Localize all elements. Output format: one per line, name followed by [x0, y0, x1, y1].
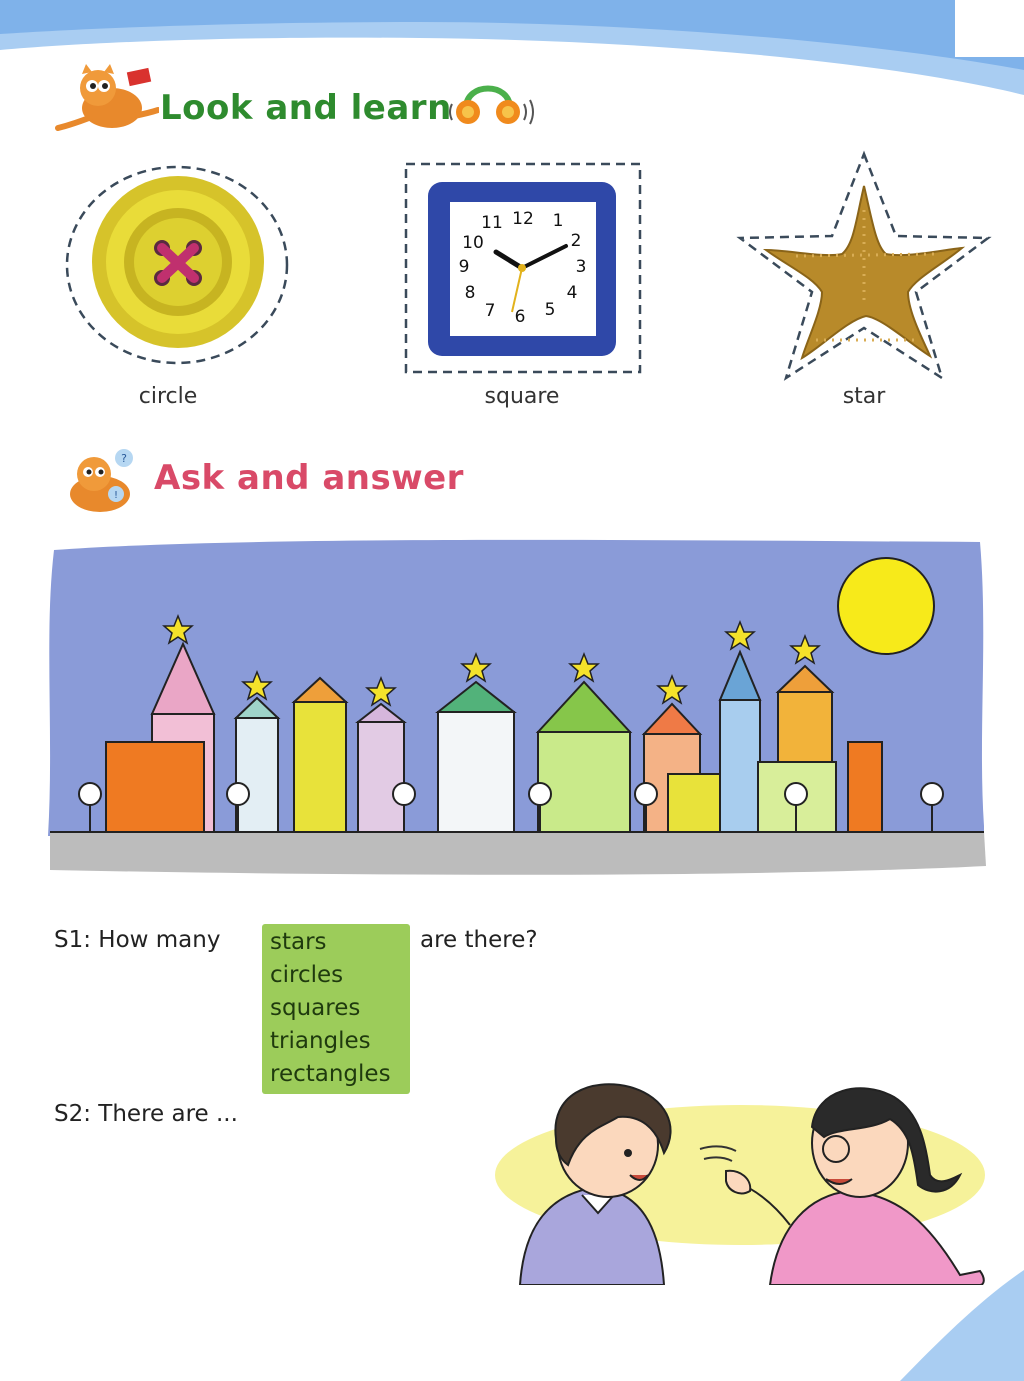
clock-number-9: 9 — [458, 257, 470, 277]
svg-text:?: ? — [121, 452, 127, 465]
word-option: squares — [270, 995, 361, 1021]
word-option: triangles — [270, 1028, 371, 1054]
clock-number-2: 2 — [570, 231, 582, 251]
moon-icon — [838, 558, 934, 654]
shape-label-circle: circle — [138, 384, 198, 409]
clock-number-7: 7 — [484, 301, 496, 321]
section-title-ask-and-answer: Ask and answer — [154, 458, 464, 498]
clock-number-10: 10 — [462, 233, 484, 253]
section-title-look-and-learn: Look and learn — [160, 88, 452, 128]
word-options-box — [262, 924, 410, 1094]
button-circle-icon — [62, 162, 292, 368]
bottom-wave-decoration — [0, 1230, 1024, 1381]
clock-number-4: 4 — [566, 283, 578, 303]
clock-number-1: 1 — [552, 211, 564, 231]
clock-number-3: 3 — [575, 257, 587, 277]
word-option: stars — [270, 929, 327, 955]
headphones-icon — [446, 74, 536, 130]
dialogue-s2: S2: There are ... — [54, 1101, 238, 1127]
word-option: rectangles — [270, 1061, 391, 1087]
clock-number-8: 8 — [464, 283, 476, 303]
cat-thinking-mascot-icon — [54, 448, 150, 516]
shape-label-star: star — [842, 384, 886, 409]
dialogue-s1-prefix: S1: How many — [54, 927, 221, 953]
dialogue-s1-suffix: are there? — [420, 927, 538, 953]
city-night-scene — [44, 536, 988, 876]
svg-text:!: ! — [113, 490, 119, 501]
clock-number-5: 5 — [544, 300, 556, 320]
shape-label-square: square — [484, 384, 560, 409]
cat-reading-mascot-icon — [54, 64, 159, 136]
clock-number-12: 12 — [512, 209, 534, 229]
clock-number-11: 11 — [481, 213, 503, 233]
starfish-star-icon — [736, 150, 992, 382]
word-option: circles — [270, 962, 344, 988]
clock-number-6: 6 — [514, 307, 526, 327]
clock-square-icon — [404, 162, 642, 374]
